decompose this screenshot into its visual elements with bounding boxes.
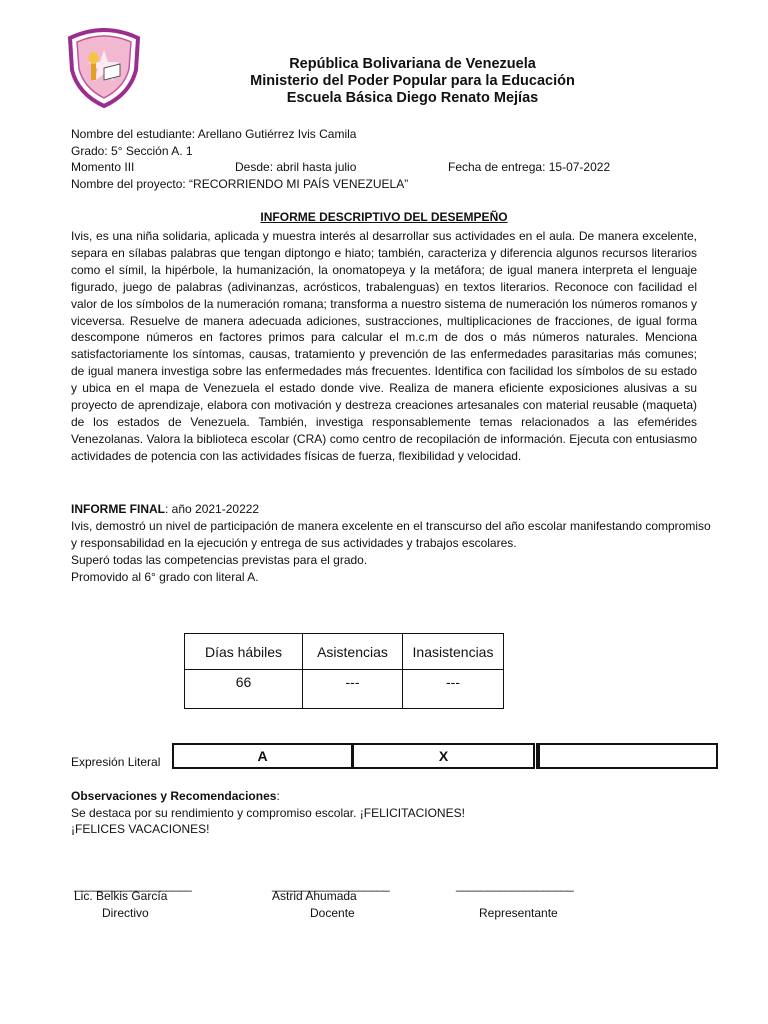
- literal-box-2: X: [352, 743, 535, 769]
- report-body: Ivis, es una niña solidaria, aplicada y muestra interés al desarrollar sus actividades en el aula. De manera excelente, separa en sílabas palabras que tengan diptongo e hiato; también, caracteriza y diferencia algunos recursos literarios como el símil, la hipérbole, la humanización, la onomatopeya y la metáfora; de igual manera interpreta el lenguaje figurado, juego de palabras (adivinanzas, acrósticos, trabalenguas) en textos literarios. Reconoce con facilidad el valor de los símbolos de la numeración romana; transforma a nuestro sistema de numeración los números romanos y viceversa. Resuelve de manera adecuada adiciones, sustracciones, multiplicaciones de fracciones, de igual forma descompone números en factores primos para calcular el m.c.m de dos o más números naturales. Menciona satisfactoriamente los síntomas, causas, tratamiento y prevención de las enfermedades parasitarias más comunes; de igual manera investiga sobre las enfermedades más frecuentes. Identifica con facilidad los símbolos de su estado y ubica en el mapa de Venezuela el estado donde vive. Realiza de manera eficiente exposiciones alusivas a su proyecto de aprendizaje, elabora con motivación y destreza creaciones artesanales con material reusable (maqueta) de los estados de Venezuela. También, investiga responsablemente temas relacionados a las efemérides Venezolanas. Valora la biblioteca escolar (CRA) como centro de recopilación de información. Ejecuta con entusiasmo actividades de potencia con las actividades físicas de fuerza, flexibilidad y velocidad.: [71, 229, 697, 463]
- signature-director: [74, 888, 167, 922]
- literal-boxes: [172, 743, 718, 771]
- teacher-role: Docente: [310, 906, 355, 920]
- value-attendance: ---: [303, 670, 403, 709]
- attendance-table: [184, 633, 504, 709]
- final-report-line3: Promovido al 6° grado con literal A.: [71, 570, 259, 584]
- final-report-line1: Ivis, demostró un nivel de participación de manera excelente en el transcurso del año escolar manifestando compromiso y responsabilidad en la ejecución y entrega de sus actividades y trabajos escolares.: [71, 519, 711, 550]
- literal-box-3: [536, 743, 718, 769]
- project-name: Nombre del proyecto: “RECORRIENDO MI PAÍS VENEZUELA”: [71, 176, 409, 191]
- signature-parent: [479, 905, 558, 922]
- observations-line2: ¡FELICES VACACIONES!: [71, 822, 210, 836]
- header-business-days: Días hábiles: [185, 634, 303, 670]
- parent-role: Representante: [479, 906, 558, 920]
- table-header-row: [185, 634, 504, 670]
- report-title: INFORME DESCRIPTIVO DEL DESEMPEÑO: [260, 210, 508, 224]
- signature-line-teacher: ___________________: [272, 878, 390, 892]
- literal-label: Expresión Literal: [71, 755, 161, 769]
- student-grade: Grado: 5° Sección A. 1: [71, 143, 193, 158]
- director-name: Lic. Belkis García: [74, 889, 168, 903]
- school-logo: [64, 24, 144, 108]
- final-report-label: INFORME FINAL: [71, 502, 165, 516]
- final-report-year: : año 2021-20222: [165, 502, 260, 516]
- moment: Momento III: [71, 160, 135, 174]
- value-absences: ---: [403, 670, 504, 709]
- teacher-name: Astrid Ahumada: [272, 889, 357, 903]
- observations-label: Observaciones y Recomendaciones: [71, 789, 277, 803]
- final-report-line2: Superó todas las competencias previstas para el grado.: [71, 553, 368, 567]
- observations-line1: Se destaca por su rendimiento y compromiso escolar. ¡FELICITACIONES!: [71, 805, 465, 820]
- signature-line-parent: ___________________: [456, 878, 574, 892]
- header-country: República Bolivariana de Venezuela: [289, 56, 536, 72]
- student-info: [71, 126, 721, 192]
- header-attendance: Asistencias: [303, 634, 403, 670]
- director-role: Directivo: [102, 906, 149, 920]
- document-header: [140, 56, 685, 107]
- signature-teacher: [272, 888, 357, 922]
- observations-colon: :: [276, 789, 280, 803]
- final-report: [71, 501, 711, 586]
- observations: [71, 788, 711, 838]
- value-business-days: 66: [185, 670, 303, 709]
- period: Desde: abril hasta julio: [235, 160, 357, 174]
- header-ministry: Ministerio del Poder Popular para la Educación: [250, 73, 575, 89]
- signature-line-director: ___________________: [74, 878, 192, 892]
- delivery-date: Fecha de entrega: 15-07-2022: [448, 160, 611, 174]
- header-absences: Inasistencias: [403, 634, 504, 670]
- literal-box-1: A: [172, 743, 353, 769]
- table-row: [185, 670, 504, 709]
- header-school: Escuela Básica Diego Renato Mejías: [286, 90, 539, 106]
- student-name: Nombre del estudiante: Arellano Gutiérrez Ivis Camila: [71, 127, 357, 141]
